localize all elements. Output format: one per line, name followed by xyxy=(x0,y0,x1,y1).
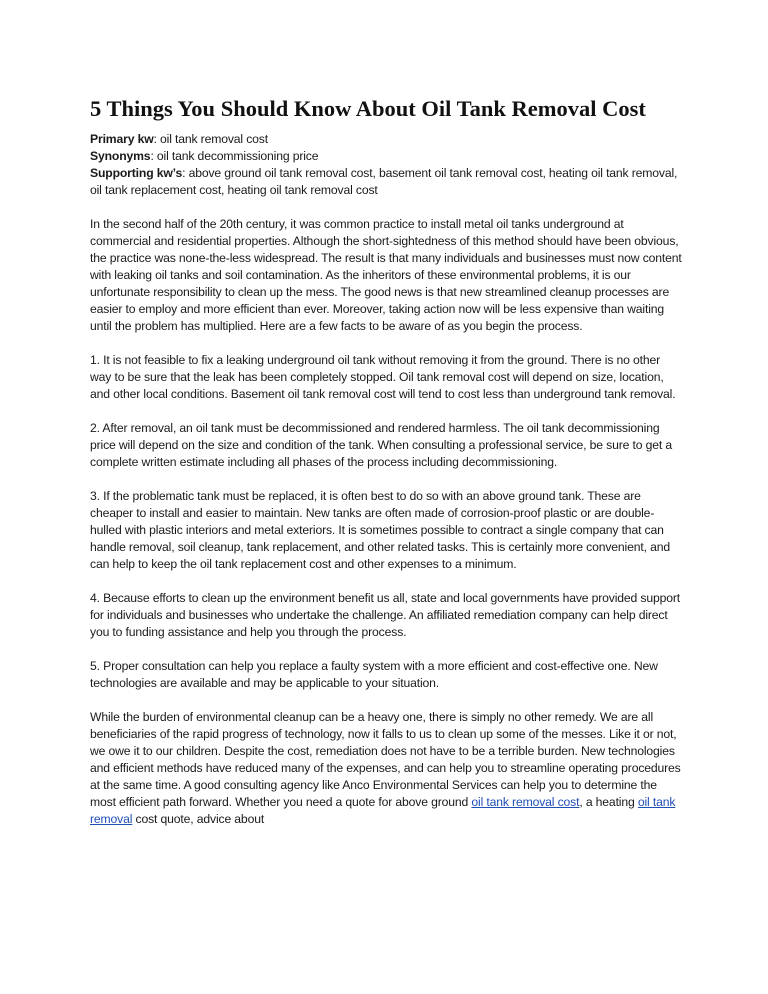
synonyms-value: : oil tank decommissioning price xyxy=(150,149,319,163)
supporting-keywords-value: : above ground oil tank removal cost, basement oil tank removal cost, heating oil tank removal, oil tank replacement cost, heating oil tank removal cost xyxy=(90,166,678,197)
synonyms-line xyxy=(90,148,682,165)
spacer xyxy=(90,199,682,216)
synonyms-label: Synonyms xyxy=(90,149,151,163)
spacer xyxy=(90,641,682,658)
closing-text-middle: , a heating xyxy=(579,795,638,809)
supporting-keywords-line xyxy=(90,165,682,199)
closing-text-start: While the burden of environmental cleanup can be a heavy one, there is simply no other remedy. We are all beneficiaries of the rapid progress of technology, now it falls to us to clean up some of the messes. Like it or not, we owe it to our children. Despite the cost, remediation does not have to be a terrible burden. New technologies and efficient methods have reduced many of the expenses, and can help you to streamline operating procedures at the same time. A good consulting agency like Anco Environmental Services can help you to determine the most efficient path forward. Whether you need a quote for above ground xyxy=(90,710,681,809)
intro-paragraph: In the second half of the 20th century, it was common practice to install metal oil tanks underground at commercial and residential properties. Although the short-sightedness of this method should have been obvious, the practice was none-the-less widespread. The result is that many individuals and businesses must now content with leaking oil tanks and soil contamination. As the inheritors of these environmental problems, it is our unfortunate responsibility to clean up the mess. The good news is that new streamlined cleanup processes are easier to employ and more efficient than ever. Moreover, taking action now will be less expensive than waiting until the problem has multiplied. Here are a few facts to be aware of as you begin the process. xyxy=(90,217,682,333)
point-paragraph-4: 4. Because efforts to clean up the environment benefit us all, state and local governments have provided support for individuals and businesses who undertake the challenge. An affiliated remediation company can help direct you to funding assistance and help you through the process. xyxy=(90,591,681,639)
spacer xyxy=(90,692,682,709)
spacer xyxy=(90,471,682,488)
closing-paragraph xyxy=(90,709,682,828)
point-paragraph-1: 1. It is not feasible to fix a leaking underground oil tank without removing it from the ground. There is no other way to be sure that the leak has been completely stopped. Oil tank removal cost will depend on size, location, and other local conditions. Basement oil tank removal cost will tend to cost less than underground tank removal. xyxy=(90,353,676,401)
spacer xyxy=(90,573,682,590)
point-paragraph-5: 5. Proper consultation can help you replace a faulty system with a more efficient and cost-effective one. New technologies are available and may be applicable to your situation. xyxy=(90,659,658,690)
primary-keyword-value: : oil tank removal cost xyxy=(153,132,268,146)
page-title: 5 Things You Should Know About Oil Tank Removal Cost xyxy=(90,96,646,121)
document-body xyxy=(90,95,682,828)
primary-keyword-label: Primary kw xyxy=(90,132,154,146)
point-paragraph-3: 3. If the problematic tank must be replaced, it is often best to do so with an above ground tank. These are cheaper to install and easier to maintain. New tanks are often made of corrosion-proof plastic or are double-hulled with plastic interiors and metal exteriors. It is sometimes possible to contract a single company that can handle removal, soil cleanup, tank replacement, and other related tasks. This is certainly more convenient, and can help to keep the oil tank replacement cost and other expenses to a minimum. xyxy=(90,489,670,571)
spacer xyxy=(90,403,682,420)
spacer xyxy=(90,335,682,352)
closing-text-end: cost quote, advice about xyxy=(132,812,265,826)
point-paragraph-2: 2. After removal, an oil tank must be decommissioned and rendered harmless. The oil tank decommissioning price will depend on the size and condition of the tank. When consulting a professional service, be sure to get a complete written estimate including all phases of the process including decommissioning. xyxy=(90,421,672,469)
oil-tank-removal-link[interactable]: oil tank removal xyxy=(90,795,676,826)
supporting-keywords-label: Supporting kw’s xyxy=(90,166,183,180)
primary-keyword-line xyxy=(90,131,682,148)
oil-tank-removal-cost-link[interactable]: oil tank removal cost xyxy=(471,795,580,809)
